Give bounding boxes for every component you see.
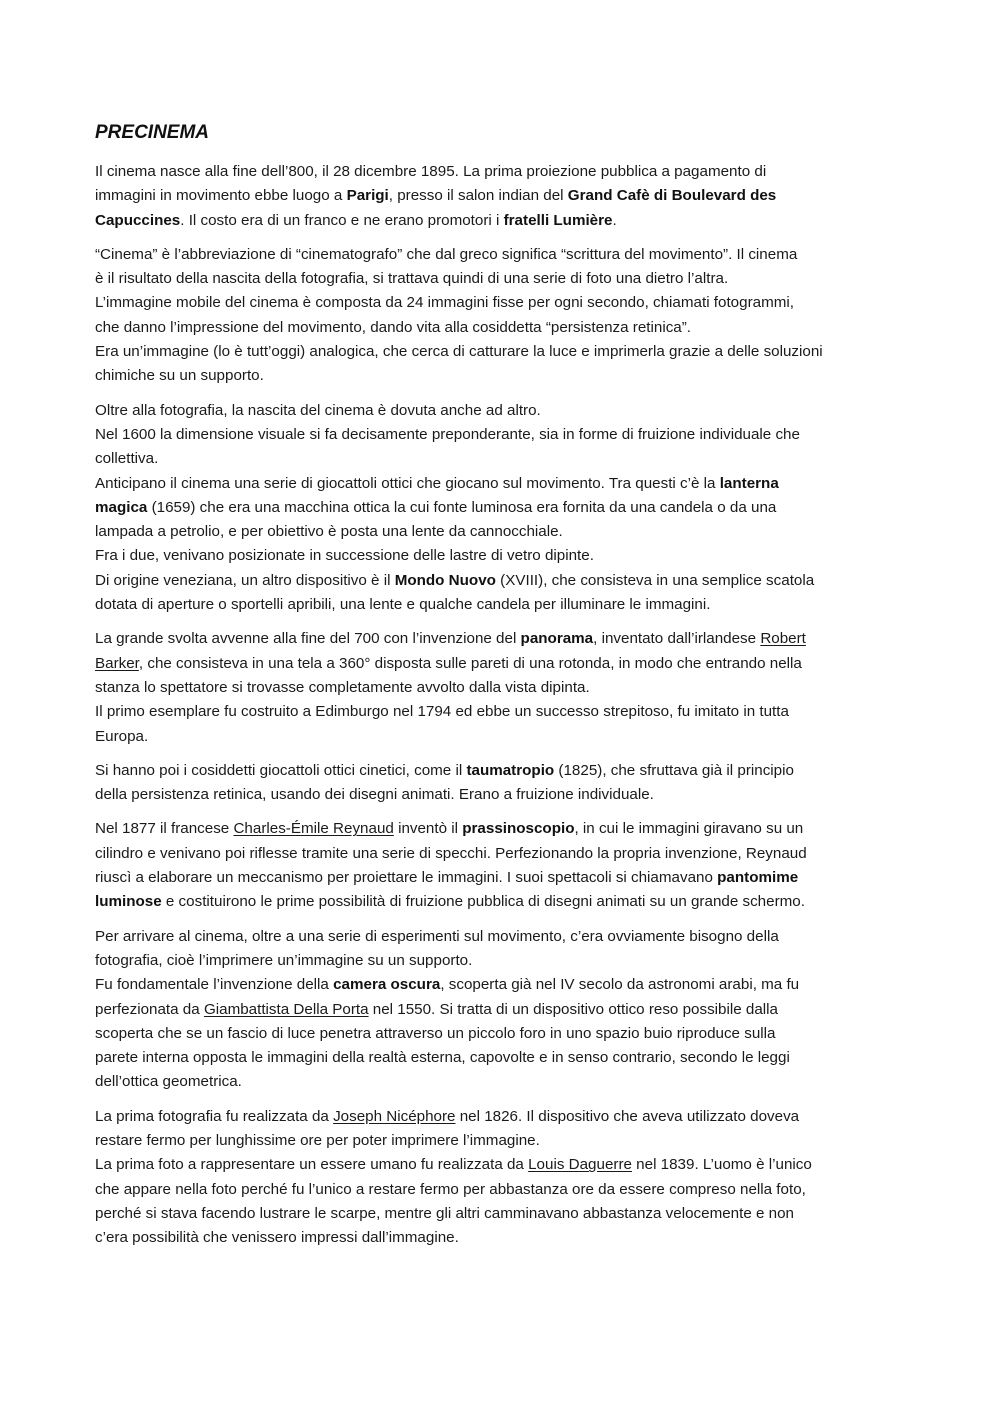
text-segment: chimiche su un supporto. bbox=[95, 367, 264, 385]
text-line bbox=[95, 890, 910, 914]
text-segment: . Il costo era di un franco e ne erano promotori i bbox=[180, 211, 504, 229]
document-title: PRECINEMA bbox=[95, 122, 210, 143]
text-line bbox=[95, 627, 910, 651]
text-segment: fotografia, cioè l’imprimere un’immagine su un supporto. bbox=[95, 951, 473, 969]
text-line bbox=[95, 998, 910, 1022]
text-segment: lampada a petrolio, e per obiettivo è posta una lente da cannocchiale. bbox=[95, 523, 563, 541]
text-line bbox=[95, 267, 910, 291]
paragraph bbox=[95, 759, 910, 808]
text-segment: (1825), che sfruttava già il principio bbox=[554, 761, 794, 779]
text-segment: Fu fondamentale l’invenzione della bbox=[95, 976, 334, 994]
text-line bbox=[95, 725, 910, 749]
bold-term: camera oscura bbox=[333, 976, 441, 994]
text-line bbox=[95, 1129, 910, 1153]
text-line bbox=[95, 1153, 910, 1177]
text-segment: è il risultato della nascita della fotografia, si trattava quindi di una serie di foto una dietro l’altra. bbox=[95, 270, 729, 288]
document-page bbox=[95, 118, 910, 1260]
text-line bbox=[95, 1178, 910, 1202]
text-line bbox=[95, 866, 910, 890]
text-segment: parete interna opposta le immagini della realtà esterna, capovolte e in senso contrario, secondo le leggi bbox=[95, 1049, 790, 1067]
text-segment: Nel 1600 la dimensione visuale si fa decisamente preponderante, sia in forme di fruizione individuale che bbox=[95, 425, 800, 443]
underlined-name: Giambattista Della Porta bbox=[203, 1000, 369, 1018]
text-line bbox=[95, 1105, 910, 1129]
text-line bbox=[95, 520, 910, 544]
text-line bbox=[95, 652, 910, 676]
text-segment: e costituirono le prime possibilità di fruizione pubblica di disegni animati su un grande schermo. bbox=[161, 893, 805, 911]
text-line bbox=[95, 1070, 910, 1094]
text-line bbox=[95, 1202, 910, 1226]
text-segment: Il primo esemplare fu costruito a Edimburgo nel 1794 ed ebbe un successo strepitoso, fu imitato in tutta bbox=[95, 703, 789, 721]
text-segment: nel 1839. L’uomo è l’unico bbox=[631, 1156, 812, 1174]
text-line bbox=[95, 925, 910, 949]
text-line bbox=[95, 364, 910, 388]
text-segment: scoperta che se un fascio di luce penetra attraverso un piccolo foro in uno spazio buio riproduce sulla bbox=[95, 1024, 776, 1042]
text-line bbox=[95, 949, 910, 973]
text-segment: stanza lo spettatore si trovasse completamente avvolto dalla vista dipinta. bbox=[95, 678, 590, 696]
bold-term: luminose bbox=[95, 893, 162, 911]
text-line bbox=[95, 340, 910, 364]
text-line bbox=[95, 676, 910, 700]
text-segment: perfezionata da bbox=[95, 1000, 204, 1018]
text-segment: Il cinema nasce alla fine dell’800, il 28 dicembre 1895. La prima proiezione pubblica a pagamento di bbox=[95, 163, 767, 180]
text-line bbox=[95, 316, 910, 340]
text-segment: Di origine veneziana, un altro dispositivo è il bbox=[95, 571, 395, 589]
text-segment: Europa. bbox=[95, 727, 149, 745]
text-line bbox=[95, 973, 910, 997]
text-segment: inventò il bbox=[393, 820, 463, 838]
text-line bbox=[95, 842, 910, 866]
text-line bbox=[95, 447, 910, 471]
text-line bbox=[95, 1226, 910, 1250]
text-segment: restare fermo per lunghissime ore per poter imprimere l’immagine. bbox=[95, 1131, 540, 1149]
bold-term: taumatropio bbox=[466, 761, 555, 779]
text-segment: La grande svolta avvenne alla fine del 700 con l’invenzione del bbox=[95, 630, 521, 648]
underlined-name: Robert bbox=[760, 630, 806, 648]
underlined-name: Joseph Nicéphore bbox=[333, 1107, 456, 1125]
text-segment: Era un’immagine (lo è tutt’oggi) analogica, che cerca di catturare la luce e imprimerla grazie a delle soluzioni bbox=[95, 343, 823, 361]
text-line bbox=[95, 472, 910, 496]
text-segment: Anticipano il cinema una serie di giocattoli ottici che giocano sul movimento. Tra questi c’è la bbox=[95, 474, 720, 492]
text-segment: dotata di aperture o sportelli apribili, una lente e qualche candela per illuminare le immagini. bbox=[95, 596, 711, 614]
text-segment: , scoperta già nel IV secolo da astronomi arabi, ma fu bbox=[440, 976, 800, 994]
text-line bbox=[95, 1046, 910, 1070]
text-line bbox=[95, 759, 910, 783]
text-line bbox=[95, 783, 910, 807]
underlined-name: Charles-Émile Reynaud bbox=[233, 820, 394, 838]
text-segment: che appare nella foto perché fu l’unico a restare fermo per abbastanza ore da essere compreso nella foto, bbox=[95, 1180, 806, 1198]
underlined-name: Louis Daguerre bbox=[528, 1156, 632, 1174]
paragraph bbox=[95, 627, 910, 748]
bold-term: fratelli Lumière bbox=[503, 211, 613, 229]
text-line bbox=[95, 1022, 910, 1046]
paragraph bbox=[95, 243, 910, 389]
bold-term: pantomime bbox=[717, 869, 799, 887]
bold-term: prassinoscopio bbox=[462, 820, 575, 838]
text-segment: La prima fotografia fu realizzata da bbox=[95, 1107, 334, 1125]
text-segment: (1659) che era una macchina ottica la cui fonte luminosa era fornita da una candela o da una bbox=[147, 498, 777, 516]
paragraph bbox=[95, 925, 910, 1095]
text-segment: della persistenza retinica, usando dei disegni animati. Erano a fruizione individuale. bbox=[95, 786, 654, 804]
text-line bbox=[95, 593, 910, 617]
document-body bbox=[95, 160, 910, 1250]
text-segment: La prima foto a rappresentare un essere umano fu realizzata da bbox=[95, 1156, 529, 1174]
paragraph bbox=[95, 160, 910, 233]
text-segment: L’immagine mobile del cinema è composta da 24 immagini fisse per ogni secondo, chiamati fotogrammi, bbox=[95, 294, 794, 312]
text-segment: Oltre alla fotografia, la nascita del cinema è dovuta anche ad altro. bbox=[95, 401, 541, 419]
text-segment: . bbox=[612, 211, 617, 229]
text-line bbox=[95, 544, 910, 568]
text-segment: Fra i due, venivano posizionate in successione delle lastre di vetro dipinte. bbox=[95, 547, 594, 565]
bold-term: panorama bbox=[520, 630, 594, 648]
text-segment: , inventato dall’irlandese bbox=[593, 630, 761, 648]
text-line bbox=[95, 817, 910, 841]
text-segment: collettiva. bbox=[95, 450, 159, 468]
bold-term: Parigi bbox=[346, 187, 389, 205]
text-segment: perché si stava facendo lustrare le scarpe, mentre gli altri camminavano abbastanza velocemente e non bbox=[95, 1204, 795, 1222]
text-segment: cilindro e venivano poi riflesse tramite una serie di specchi. Perfezionando la propria invenzione, Reynaud bbox=[95, 844, 807, 862]
text-line bbox=[95, 399, 910, 423]
text-segment: che danno l’impressione del movimento, dando vita alla cosiddetta “persistenza retinica”. bbox=[95, 318, 692, 336]
text-segment: nel 1550. Si tratta di un dispositivo ottico reso possibile dalla bbox=[368, 1000, 779, 1018]
bold-term: Capuccines bbox=[95, 211, 181, 229]
text-line bbox=[95, 243, 910, 267]
text-segment: riuscì a elaborare un meccanismo per proiettare le immagini. I suoi spettacoli si chiamavano bbox=[95, 869, 718, 887]
text-line bbox=[95, 700, 910, 724]
text-segment: , che consisteva in una tela a 360° disposta sulle pareti di una rotonda, in modo che entrando nella bbox=[138, 654, 802, 672]
text-line bbox=[95, 496, 910, 520]
text-segment: , presso il salon indian del bbox=[388, 187, 568, 205]
bold-term: magica bbox=[95, 498, 148, 516]
paragraph bbox=[95, 399, 910, 618]
text-segment: Per arrivare al cinema, oltre a una serie di esperimenti sul movimento, c’era ovviamente bisogno della bbox=[95, 927, 779, 945]
text-segment: c’era possibilità che venissero impressi dall’immagine. bbox=[95, 1229, 459, 1247]
paragraph bbox=[95, 817, 910, 914]
text-line bbox=[95, 184, 910, 208]
bold-term: Grand Cafè di Boulevard des bbox=[567, 187, 777, 205]
text-segment: dell’ottica geometrica. bbox=[95, 1073, 242, 1091]
text-segment: “Cinema” è l’abbreviazione di “cinematografo” che dal greco significa “scrittura del movimento”. Il cinema bbox=[95, 245, 798, 263]
text-segment: immagini in movimento ebbe luogo a bbox=[95, 187, 347, 205]
text-segment: Nel 1877 il francese bbox=[95, 820, 234, 838]
bold-term: lanterna bbox=[719, 474, 779, 492]
text-line bbox=[95, 291, 910, 315]
text-segment: Si hanno poi i cosiddetti giocattoli ottici cinetici, come il bbox=[95, 761, 467, 779]
text-segment: , in cui le immagini giravano su un bbox=[574, 820, 804, 838]
bold-term: Mondo Nuovo bbox=[394, 571, 496, 589]
paragraph bbox=[95, 1105, 910, 1251]
text-segment: (XVIII), che consisteva in una semplice scatola bbox=[495, 571, 815, 589]
underlined-name: Barker bbox=[95, 654, 139, 672]
text-line bbox=[95, 423, 910, 447]
text-line bbox=[95, 569, 910, 593]
text-line bbox=[95, 209, 910, 233]
text-segment: nel 1826. Il dispositivo che aveva utilizzato doveva bbox=[455, 1107, 800, 1125]
text-line bbox=[95, 160, 910, 184]
